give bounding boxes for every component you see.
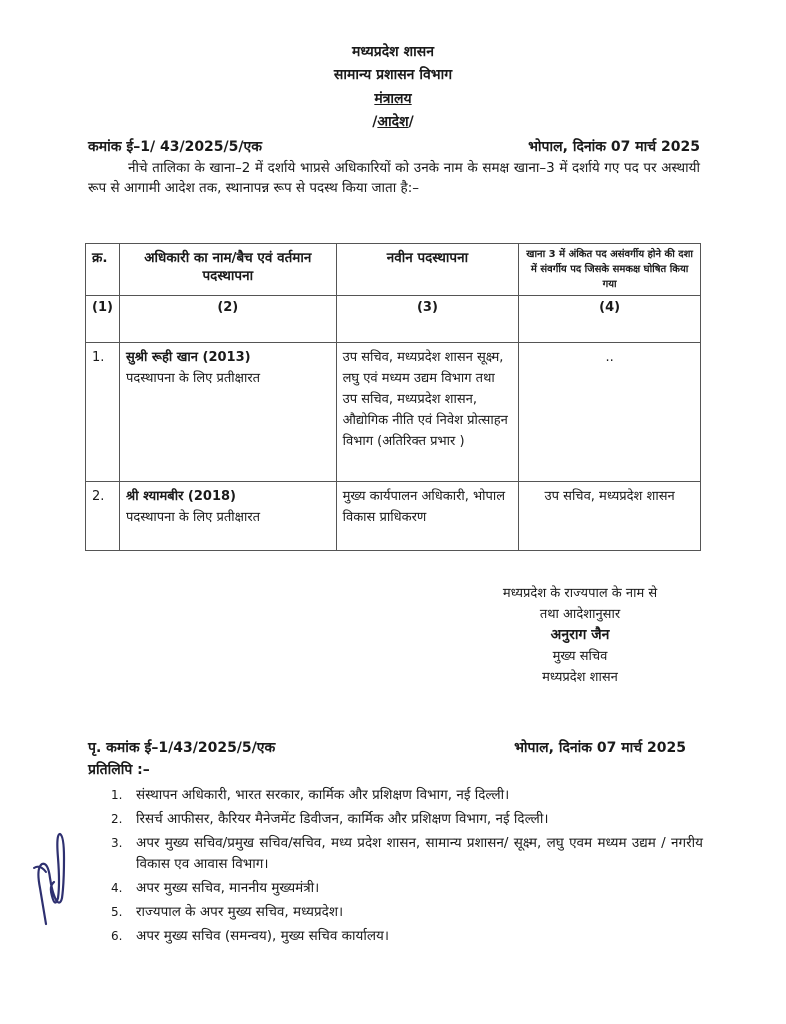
copy-list bbox=[108, 785, 703, 950]
table-row bbox=[86, 482, 701, 551]
authority-line-2: तथा आदेशानुसार bbox=[539, 607, 621, 622]
signature-stroke bbox=[38, 834, 64, 924]
copy-number: 2. bbox=[111, 812, 123, 826]
office-name bbox=[0, 89, 786, 108]
signature-stroke bbox=[34, 867, 46, 872]
authority-line: मध्यप्रदेश के राज्यपाल के नाम से bbox=[502, 586, 658, 601]
government-name: मध्यप्रदेश शासन bbox=[352, 44, 434, 60]
new-posting: उप सचिव, मध्यप्रदेश शासन सूक्ष्म, लघु एवं मध्यम उद्यम विभाग तथा उप सचिव, मध्यप्रदेश शासन, औद्योगिक नीति एवं निवेश प्रोत्साहन विभाग (अतिरिक्त प्रभार ) bbox=[336, 343, 519, 482]
signatory-designation: मुख्य सचिव bbox=[552, 649, 608, 664]
copy-text: अपर मुख्य सचिव/प्रमुख सचिव/सचिव, मध्य प्रदेश शासन, सामान्य प्रशासन/ सूक्ष्म, लघु एवम मध्यम उद्यम / नगरीय विकास एव आवास विभाग। bbox=[136, 835, 703, 872]
copy-item bbox=[108, 809, 703, 830]
current-posting: पदस्थापना के लिए प्रतीक्षारत bbox=[125, 510, 261, 525]
copy-item bbox=[108, 902, 703, 923]
column-number: (4) bbox=[519, 296, 701, 343]
handwritten-initials-signature bbox=[28, 828, 88, 928]
copy-item bbox=[108, 833, 703, 875]
title-slash-right: / bbox=[408, 114, 414, 130]
signature-block bbox=[460, 583, 700, 688]
mantralaya-label: मंत्रालय bbox=[374, 91, 412, 107]
officer-cell bbox=[119, 482, 336, 551]
copy-number: 5. bbox=[111, 905, 123, 919]
copy-text: रिसर्च आफीसर, कैरियर मैनेजमेंट डिवीजन, कार्मिक और प्रशिक्षण विभाग, नई दिल्ली। bbox=[136, 811, 549, 827]
serial-number: 2. bbox=[86, 482, 120, 551]
copy-number: 4. bbox=[111, 881, 123, 895]
header-officer-name: अधिकारी का नाम/बैच एवं वर्तमान पदस्थापना bbox=[119, 244, 336, 296]
copy-text: संस्थापन अधिकारी, भारत सरकार, कार्मिक और प्रशिक्षण विभाग, नई दिल्ली। bbox=[136, 787, 510, 803]
endorsement-number: पृ. कमांक ई–1/43/2025/5/एक bbox=[88, 740, 276, 756]
order-place-date: भोपाल, दिनांक 07 मार्च 2025 bbox=[528, 139, 700, 155]
signatory-office: मध्यप्रदेश शासन bbox=[542, 670, 618, 685]
endorsement-place-date: भोपाल, दिनांक 07 मार्च 2025 bbox=[514, 740, 686, 756]
copy-item bbox=[108, 785, 703, 806]
current-posting: पदस्थापना के लिए प्रतीक्षारत bbox=[125, 371, 261, 386]
copy-text: राज्यपाल के अपर मुख्य सचिव, मध्यप्रदेश। bbox=[136, 904, 344, 920]
header-serial: क्र. bbox=[86, 244, 120, 296]
serial-number: 1. bbox=[86, 343, 120, 482]
copy-item bbox=[108, 926, 703, 947]
copy-number: 6. bbox=[111, 929, 123, 943]
copy-text: अपर मुख्य सचिव (समन्वय), मुख्य सचिव कार्यालय। bbox=[136, 928, 389, 944]
column-number: (3) bbox=[336, 296, 519, 343]
table-row bbox=[86, 343, 701, 482]
new-posting: मुख्य कार्यपालन अधिकारी, भोपाल विकास प्राधिकरण bbox=[336, 482, 519, 551]
officer-cell bbox=[119, 343, 336, 482]
header-new-posting: नवीन पदस्थापना bbox=[336, 244, 519, 296]
document-title bbox=[0, 112, 786, 131]
header-equivalent-post: खाना 3 में अंकित पद असंवर्गीय होने की दशा में संवर्गीय पद जिसके समकक्ष घोषित किया गया bbox=[519, 244, 701, 296]
column-number: (2) bbox=[119, 296, 336, 343]
copy-to-label: प्रतिलिपि :– bbox=[88, 762, 150, 778]
copy-number: 3. bbox=[111, 836, 123, 850]
order-number: कमांक ई–1/ 43/2025/5/एक bbox=[88, 139, 263, 155]
column-number: (1) bbox=[86, 296, 120, 343]
signatory-name: अनुराग जैन bbox=[550, 627, 610, 643]
order-body-text: नीचे तालिका के खाना–2 में दर्शाये भाप्रसे अधिकारियों को उनके नाम के समक्ष खाना–3 में दर्शाये गए पद पर अस्थायी रूप से आगामी आदेश तक, स्थानापन्न रूप से पदस्थ किया जाता है:– bbox=[88, 160, 700, 196]
posting-table bbox=[85, 243, 701, 551]
title-slash-left: / bbox=[372, 114, 378, 130]
copy-number: 1. bbox=[111, 788, 123, 802]
copy-item bbox=[108, 878, 703, 899]
officer-name: श्री श्यामबीर (2018) bbox=[125, 489, 236, 504]
order-title: आदेश bbox=[377, 114, 409, 130]
column-number-row bbox=[86, 296, 701, 343]
officer-name: सुश्री रूही खान (2013) bbox=[125, 350, 251, 365]
copy-text: अपर मुख्य सचिव, माननीय मुख्यमंत्री। bbox=[136, 880, 320, 896]
department-name: सामान्य प्रशासन विभाग bbox=[333, 67, 453, 83]
equivalent-post: उप सचिव, मध्यप्रदेश शासन bbox=[519, 482, 701, 551]
equivalent-post: .. bbox=[519, 343, 701, 482]
table-header-row bbox=[86, 244, 701, 296]
